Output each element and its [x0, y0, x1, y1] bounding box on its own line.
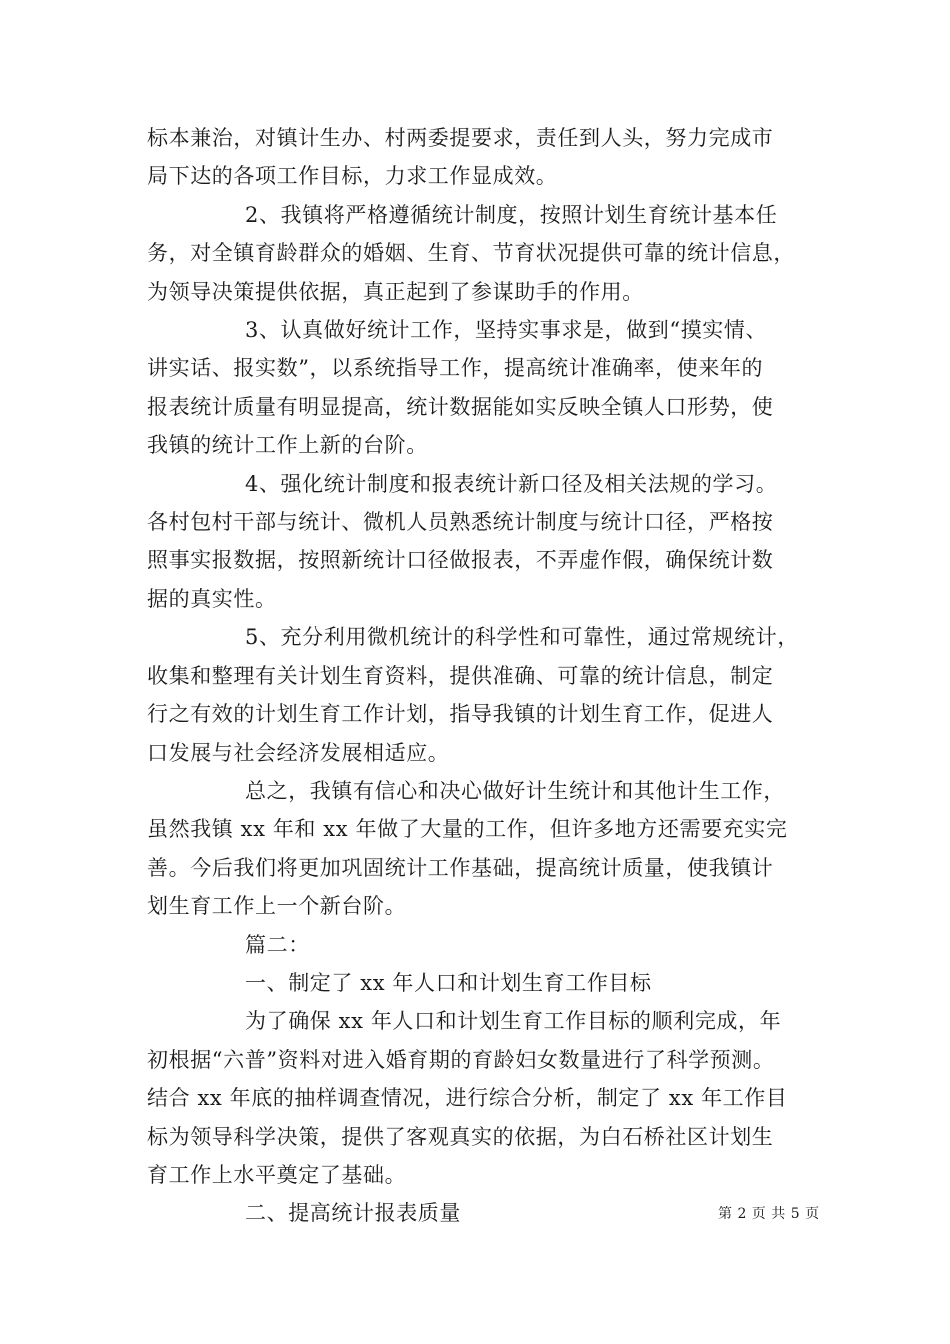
text-line: 我镇的统计工作上新的台阶。	[147, 433, 428, 458]
text-line: 育工作上水平奠定了基础。	[147, 1162, 407, 1187]
paragraph-item-3	[147, 311, 827, 465]
paragraph-summary	[147, 772, 827, 926]
text-line: 为领导决策提供依据，真正起到了参谋助手的作用。	[147, 279, 644, 304]
text-line: 务，对全镇育龄群众的婚姻、生育、节育状况提供可靠的统计信息，	[147, 241, 795, 266]
text-line: 口发展与社会经济发展相适应。	[147, 740, 450, 765]
text-line: 3、认真做好统计工作，坚持实事求是，做到“摸实情、	[245, 318, 768, 343]
paragraph-continuation	[147, 119, 827, 196]
text-line: 讲实话、报实数”，以系统指导工作，提高统计准确率，使来年的	[147, 356, 764, 381]
document-body	[147, 119, 827, 1233]
text-line: 照事实报数据，按照新统计口径做报表，不弄虚作假，确保统计数	[147, 548, 774, 573]
text-line: 总之，我镇有信心和决心做好计生统计和其他计生工作，	[245, 778, 785, 803]
paragraph-item-4	[147, 465, 827, 619]
subheading-goals	[147, 964, 827, 1002]
section-heading-part-two	[147, 926, 827, 964]
text-line: 2、我镇将严格遵循统计制度，按照计划生育统计基本任	[245, 202, 778, 227]
page-number-footer: 第 2 页 共 5 页	[718, 1206, 820, 1222]
text-line: 标为领导科学决策，提供了客观真实的依据，为白石桥社区计划生	[147, 1124, 774, 1149]
text-line: 收集和整理有关计划生育资料，提供准确、可靠的统计信息，制定	[147, 663, 774, 688]
text-line: 初根据“六普”资料对进入婚育期的育龄妇女数量进行了科学预测。	[147, 1047, 775, 1072]
text-line: 5、充分利用微机统计的科学性和可靠性，通过常规统计，	[245, 625, 799, 650]
text-line: 4、强化统计制度和报表统计新口径及相关法规的学习。	[245, 471, 778, 496]
text-line: 局下达的各项工作目标，力求工作显成效。	[147, 164, 558, 189]
text-line: 善。今后我们将更加巩固统计工作基础，提高统计质量，使我镇计	[147, 855, 774, 880]
text-line: 一、制定了 xx 年人口和计划生育工作目标	[245, 970, 652, 995]
text-line: 划生育工作上一个新台阶。	[147, 894, 407, 919]
text-line: 报表统计质量有明显提高，统计数据能如实反映全镇人口形势，使	[147, 394, 774, 419]
text-line: 虽然我镇 xx 年和 xx 年做了大量的工作，但许多地方还需要充实完	[147, 817, 788, 842]
paragraph-goals-body	[147, 1002, 827, 1194]
text-line: 各村包村干部与统计、微机人员熟悉统计制度与统计口径，严格按	[147, 510, 774, 535]
text-line: 标本兼治，对镇计生办、村两委提要求，责任到人头，努力完成市	[147, 126, 774, 150]
text-line: 二、提高统计报表质量	[245, 1201, 461, 1226]
text-line: 为了确保 xx 年人口和计划生育工作目标的顺利完成，年	[245, 1009, 782, 1034]
paragraph-item-2	[147, 196, 827, 311]
text-line: 行之有效的计划生育工作计划，指导我镇的计划生育工作，促进人	[147, 702, 774, 727]
text-line: 据的真实性。	[147, 586, 277, 611]
text-line: 篇二：	[245, 932, 310, 957]
paragraph-item-5	[147, 618, 827, 772]
text-line: 结合 xx 年底的抽样调查情况，进行综合分析，制定了 xx 年工作目	[147, 1086, 788, 1111]
